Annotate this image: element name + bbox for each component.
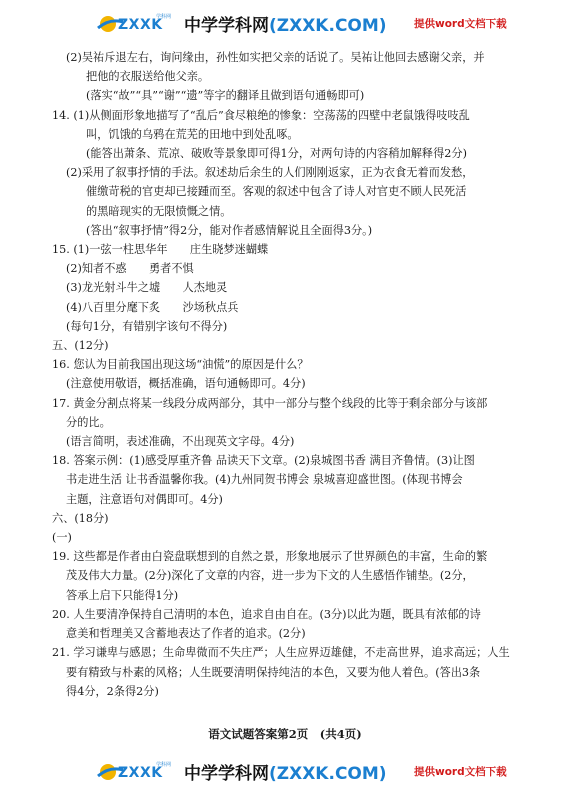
site-name: 中学学科网 bbox=[184, 16, 269, 36]
answer-line: (一) bbox=[52, 531, 72, 545]
answer-line: 茂及伟大力量。(2分)深化了文章的内容，进一步为下文的人生感悟作铺垫。(2分， bbox=[66, 569, 474, 583]
answer-line: 16. 您认为目前我国出现这场“油慌”的原因是什么？ bbox=[52, 358, 309, 372]
word-download-link[interactable]: 提供word文档下载 bbox=[414, 18, 507, 30]
answer-line: 意美和哲理美又含蓄地表达了作者的追求。(2分) bbox=[66, 627, 306, 641]
site-banner-bottom bbox=[0, 752, 570, 792]
answer-key-body bbox=[52, 48, 532, 701]
logo-small-text: 学科网 bbox=[156, 14, 172, 20]
answer-line: 六、(18分) bbox=[52, 511, 109, 525]
answer-line: 得4分，2条得2分) bbox=[66, 684, 159, 698]
answer-line: 要有精致与朴素的风格；人生既要清明保持纯洁的本色，又要为他人着色。(答出3条 bbox=[66, 665, 481, 679]
answer-line: 的黑暗现实的无限愤慨之情。 bbox=[86, 204, 232, 218]
answer-line: 主题，注意语句对偶即可。4分) bbox=[66, 492, 223, 506]
answer-line: 叫，饥饿的乌鸦在荒芜的田地中到处乱啄。 bbox=[86, 127, 299, 141]
site-banner-top bbox=[0, 4, 570, 44]
answer-line: 五、(12分) bbox=[52, 339, 109, 353]
answer-line: (4)八百里分麾下炙 沙场秋点兵 bbox=[66, 300, 239, 314]
site-domain: (ZXXK.COM) bbox=[269, 16, 387, 36]
answer-line: (2)吴祐斥退左右，询问缘由，孙性如实把父亲的话说了。吴祐让他回去感谢父亲，并 bbox=[66, 51, 485, 64]
logo-small-text: 学科网 bbox=[156, 762, 172, 768]
site-domain: (ZXXK.COM) bbox=[269, 764, 387, 784]
answer-line: (每句1分，有错别字该句不得分) bbox=[66, 319, 228, 333]
site-name: 中学学科网 bbox=[184, 764, 269, 784]
answer-line: 17. 黄金分割点将某一线段分成两部分，其中一部分与整个线段的比等于剩余部分与该部 bbox=[52, 396, 488, 410]
answer-line: 把他的衣服送给他父亲。 bbox=[86, 70, 210, 84]
answer-line: (3)龙光射斗牛之墟 人杰地灵 bbox=[66, 281, 228, 295]
answer-line: 15. (1)一弦一柱思华年 庄生晓梦迷蝴蝶 bbox=[52, 243, 269, 257]
logo-text: ZXXK bbox=[118, 765, 163, 781]
answer-line: 19. 这些都是作者由白瓷盘联想到的自然之景，形象地展示了世界颜色的丰富，生命的繁 bbox=[52, 550, 488, 564]
word-download-link-bottom[interactable]: 提供word文档下载 bbox=[414, 766, 507, 778]
answer-line: (2)采用了叙事抒情的手法。叙述劫后余生的人们刚刚返家，正为衣食无着而发愁， bbox=[66, 166, 474, 180]
zxxk-logo bbox=[96, 10, 176, 38]
answer-line: (落实“故”“具”“谢”“遗”等字的翻译且做到语句通畅即可) bbox=[86, 89, 365, 103]
zxxk-logo-bottom bbox=[96, 758, 176, 786]
answer-line: (答出“叙事抒情”得2分，能对作者感情解说且全面得3分。) bbox=[86, 223, 373, 237]
answer-line: 21. 学习谦卑与感恩；生命卑微而不失庄严；人生应界迈雄健，不走高世界，追求高远；人生 bbox=[52, 646, 510, 660]
answer-line: 分的比。 bbox=[66, 415, 111, 429]
answer-line: 答承上启下只能得1分) bbox=[66, 588, 179, 602]
logo-text: ZXXK bbox=[118, 17, 163, 33]
answer-line: (语言简明，表述准确，不出现英文字母。4分) bbox=[66, 435, 295, 449]
answer-line: (2)知者不惑 勇者不惧 bbox=[66, 262, 194, 276]
answer-line: (注意使用敬语，概括准确，语句通畅即可。4分) bbox=[66, 377, 306, 391]
answer-line: 催缴苛税的官吏却已接踵而至。客观的叙述中包含了诗人对官吏不顾人民死活 bbox=[86, 185, 467, 199]
answer-line: 14. (1)从侧面形象地描写了“乱后”食尽粮绝的惨象：空荡荡的四壁中老鼠饿得吱吱乱 bbox=[52, 108, 470, 122]
answer-line: (能答出萧条、荒凉、破败等景象即可得1分，对两句诗的内容稍加解释得2分) bbox=[86, 147, 467, 161]
site-title bbox=[184, 11, 387, 36]
answer-line: 书走进生活 让书香温馨你我。(4)九州同贺书博会 泉城喜迎盛世图。(体现书博会 bbox=[66, 473, 463, 487]
answer-line: 18. 答案示例：(1)感受厚重齐鲁 品读天下文章。(2)泉城图书香 满目齐鲁情。(3)让图 bbox=[52, 454, 475, 468]
site-title-bottom bbox=[184, 759, 387, 784]
answer-line: 20. 人生要清净保持自己清明的本色，追求自由自在。(3分)以此为题，既具有浓郁的诗 bbox=[52, 607, 481, 621]
page-number: 语文试题答案第2页 (共4页) bbox=[208, 727, 362, 741]
